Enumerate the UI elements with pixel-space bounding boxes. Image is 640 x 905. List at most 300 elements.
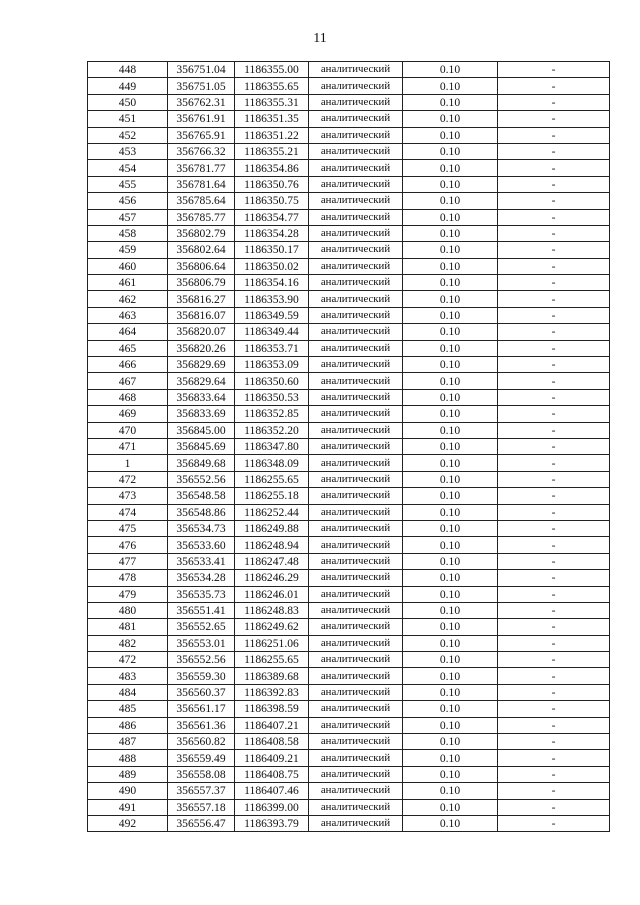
x-coordinate-cell: 356849.68 [168,455,235,471]
table-row [88,176,610,192]
accuracy-cell: 0.10 [403,668,498,684]
accuracy-cell: 0.10 [403,602,498,618]
method-cell: аналитический [309,373,403,389]
y-coordinate-cell: 1186355.00 [235,62,309,78]
accuracy-cell: 0.10 [403,438,498,454]
note-cell: - [498,684,610,700]
x-coordinate-cell: 356561.17 [168,701,235,717]
point-number-cell: 473 [88,488,168,504]
table-row [88,94,610,110]
point-number-cell: 476 [88,537,168,553]
note-cell: - [498,291,610,307]
table-row [88,225,610,241]
method-cell: аналитический [309,701,403,717]
note-cell: - [498,701,610,717]
x-coordinate-cell: 356845.69 [168,438,235,454]
method-cell: аналитический [309,488,403,504]
note-cell: - [498,438,610,454]
note-cell: - [498,766,610,782]
x-coordinate-cell: 356829.69 [168,357,235,373]
x-coordinate-cell: 356781.64 [168,176,235,192]
coordinates-table [87,61,610,832]
y-coordinate-cell: 1186355.65 [235,78,309,94]
method-cell: аналитический [309,94,403,110]
x-coordinate-cell: 356833.69 [168,406,235,422]
y-coordinate-cell: 1186350.76 [235,176,309,192]
table-row [88,734,610,750]
x-coordinate-cell: 356552.56 [168,652,235,668]
accuracy-cell: 0.10 [403,406,498,422]
accuracy-cell: 0.10 [403,193,498,209]
y-coordinate-cell: 1186347.80 [235,438,309,454]
method-cell: аналитический [309,717,403,733]
method-cell: аналитический [309,537,403,553]
point-number-cell: 453 [88,143,168,159]
table-row [88,717,610,733]
table-row [88,275,610,291]
table-row [88,553,610,569]
method-cell: аналитический [309,668,403,684]
accuracy-cell: 0.10 [403,553,498,569]
y-coordinate-cell: 1186255.65 [235,471,309,487]
point-number-cell: 478 [88,570,168,586]
x-coordinate-cell: 356535.73 [168,586,235,602]
point-number-cell: 466 [88,357,168,373]
table-row [88,766,610,782]
point-number-cell: 491 [88,799,168,815]
table-row [88,602,610,618]
x-coordinate-cell: 356829.64 [168,373,235,389]
table-row [88,422,610,438]
y-coordinate-cell: 1186352.85 [235,406,309,422]
accuracy-cell: 0.10 [403,160,498,176]
method-cell: аналитический [309,291,403,307]
table-row [88,357,610,373]
method-cell: аналитический [309,111,403,127]
y-coordinate-cell: 1186354.28 [235,225,309,241]
y-coordinate-cell: 1186350.53 [235,389,309,405]
method-cell: аналитический [309,734,403,750]
y-coordinate-cell: 1186350.75 [235,193,309,209]
method-cell: аналитический [309,471,403,487]
note-cell: - [498,373,610,389]
y-coordinate-cell: 1186353.71 [235,340,309,356]
point-number-cell: 492 [88,815,168,831]
method-cell: аналитический [309,455,403,471]
x-coordinate-cell: 356751.04 [168,62,235,78]
note-cell: - [498,111,610,127]
note-cell: - [498,275,610,291]
note-cell: - [498,78,610,94]
method-cell: аналитический [309,619,403,635]
y-coordinate-cell: 1186348.09 [235,455,309,471]
y-coordinate-cell: 1186352.20 [235,422,309,438]
table-row [88,537,610,553]
note-cell: - [498,62,610,78]
method-cell: аналитический [309,684,403,700]
x-coordinate-cell: 356548.58 [168,488,235,504]
point-number-cell: 463 [88,307,168,323]
table-row [88,783,610,799]
point-number-cell: 465 [88,340,168,356]
table-row [88,406,610,422]
accuracy-cell: 0.10 [403,520,498,536]
x-coordinate-cell: 356802.64 [168,242,235,258]
method-cell: аналитический [309,438,403,454]
x-coordinate-cell: 356785.64 [168,193,235,209]
accuracy-cell: 0.10 [403,389,498,405]
table-row [88,488,610,504]
table-row [88,127,610,143]
table-row [88,701,610,717]
x-coordinate-cell: 356820.26 [168,340,235,356]
method-cell: аналитический [309,389,403,405]
point-number-cell: 462 [88,291,168,307]
accuracy-cell: 0.10 [403,307,498,323]
method-cell: аналитический [309,586,403,602]
point-number-cell: 486 [88,717,168,733]
method-cell: аналитический [309,225,403,241]
note-cell: - [498,176,610,192]
page-number: 11 [313,31,327,46]
x-coordinate-cell: 356785.77 [168,209,235,225]
method-cell: аналитический [309,815,403,831]
table-row [88,340,610,356]
x-coordinate-cell: 356552.56 [168,471,235,487]
table-row [88,307,610,323]
accuracy-cell: 0.10 [403,799,498,815]
method-cell: аналитический [309,783,403,799]
point-number-cell: 454 [88,160,168,176]
point-number-cell: 457 [88,209,168,225]
accuracy-cell: 0.10 [403,734,498,750]
method-cell: аналитический [309,635,403,651]
point-number-cell: 449 [88,78,168,94]
point-number-cell: 470 [88,422,168,438]
x-coordinate-cell: 356552.65 [168,619,235,635]
accuracy-cell: 0.10 [403,815,498,831]
accuracy-cell: 0.10 [403,275,498,291]
table-row [88,471,610,487]
note-cell: - [498,258,610,274]
accuracy-cell: 0.10 [403,570,498,586]
y-coordinate-cell: 1186251.06 [235,635,309,651]
point-number-cell: 467 [88,373,168,389]
y-coordinate-cell: 1186246.29 [235,570,309,586]
table-row [88,750,610,766]
note-cell: - [498,307,610,323]
x-coordinate-cell: 356548.86 [168,504,235,520]
accuracy-cell: 0.10 [403,258,498,274]
x-coordinate-cell: 356806.79 [168,275,235,291]
table-row [88,373,610,389]
table-row [88,62,610,78]
point-number-cell: 460 [88,258,168,274]
y-coordinate-cell: 1186249.62 [235,619,309,635]
accuracy-cell: 0.10 [403,635,498,651]
y-coordinate-cell: 1186349.59 [235,307,309,323]
x-coordinate-cell: 356560.37 [168,684,235,700]
y-coordinate-cell: 1186247.48 [235,553,309,569]
table-row [88,242,610,258]
point-number-cell: 464 [88,324,168,340]
table-row [88,111,610,127]
x-coordinate-cell: 356557.37 [168,783,235,799]
point-number-cell: 452 [88,127,168,143]
accuracy-cell: 0.10 [403,357,498,373]
note-cell: - [498,750,610,766]
note-cell: - [498,389,610,405]
y-coordinate-cell: 1186353.90 [235,291,309,307]
table-row [88,78,610,94]
accuracy-cell: 0.10 [403,717,498,733]
method-cell: аналитический [309,324,403,340]
point-number-cell: 487 [88,734,168,750]
table-row [88,258,610,274]
note-cell: - [498,127,610,143]
table-row [88,324,610,340]
method-cell: аналитический [309,357,403,373]
method-cell: аналитический [309,307,403,323]
x-coordinate-cell: 356559.30 [168,668,235,684]
note-cell: - [498,520,610,536]
note-cell: - [498,635,610,651]
table-row [88,455,610,471]
y-coordinate-cell: 1186399.00 [235,799,309,815]
accuracy-cell: 0.10 [403,750,498,766]
point-number-cell: 459 [88,242,168,258]
accuracy-cell: 0.10 [403,143,498,159]
x-coordinate-cell: 356816.27 [168,291,235,307]
y-coordinate-cell: 1186255.65 [235,652,309,668]
y-coordinate-cell: 1186351.35 [235,111,309,127]
table-row [88,684,610,700]
x-coordinate-cell: 356762.31 [168,94,235,110]
note-cell: - [498,619,610,635]
point-number-cell: 1 [88,455,168,471]
table-row [88,438,610,454]
accuracy-cell: 0.10 [403,340,498,356]
method-cell: аналитический [309,160,403,176]
point-number-cell: 483 [88,668,168,684]
table-row [88,291,610,307]
point-number-cell: 482 [88,635,168,651]
accuracy-cell: 0.10 [403,324,498,340]
point-number-cell: 468 [88,389,168,405]
y-coordinate-cell: 1186350.60 [235,373,309,389]
point-number-cell: 480 [88,602,168,618]
accuracy-cell: 0.10 [403,652,498,668]
point-number-cell: 479 [88,586,168,602]
point-number-cell: 490 [88,783,168,799]
note-cell: - [498,209,610,225]
accuracy-cell: 0.10 [403,291,498,307]
note-cell: - [498,799,610,815]
x-coordinate-cell: 356816.07 [168,307,235,323]
accuracy-cell: 0.10 [403,488,498,504]
y-coordinate-cell: 1186248.83 [235,602,309,618]
method-cell: аналитический [309,504,403,520]
table-row [88,209,610,225]
note-cell: - [498,783,610,799]
accuracy-cell: 0.10 [403,242,498,258]
x-coordinate-cell: 356806.64 [168,258,235,274]
table-row [88,815,610,831]
method-cell: аналитический [309,750,403,766]
x-coordinate-cell: 356559.49 [168,750,235,766]
point-number-cell: 450 [88,94,168,110]
x-coordinate-cell: 356534.28 [168,570,235,586]
accuracy-cell: 0.10 [403,62,498,78]
x-coordinate-cell: 356833.64 [168,389,235,405]
note-cell: - [498,488,610,504]
method-cell: аналитический [309,242,403,258]
note-cell: - [498,471,610,487]
point-number-cell: 448 [88,62,168,78]
note-cell: - [498,570,610,586]
point-number-cell: 481 [88,619,168,635]
method-cell: аналитический [309,652,403,668]
point-number-cell: 472 [88,652,168,668]
accuracy-cell: 0.10 [403,78,498,94]
point-number-cell: 475 [88,520,168,536]
y-coordinate-cell: 1186355.21 [235,143,309,159]
point-number-cell: 469 [88,406,168,422]
accuracy-cell: 0.10 [403,766,498,782]
method-cell: аналитический [309,209,403,225]
note-cell: - [498,455,610,471]
method-cell: аналитический [309,78,403,94]
point-number-cell: 456 [88,193,168,209]
note-cell: - [498,422,610,438]
point-number-cell: 455 [88,176,168,192]
method-cell: аналитический [309,176,403,192]
note-cell: - [498,668,610,684]
table-row [88,652,610,668]
y-coordinate-cell: 1186354.86 [235,160,309,176]
y-coordinate-cell: 1186350.02 [235,258,309,274]
method-cell: аналитический [309,62,403,78]
note-cell: - [498,193,610,209]
y-coordinate-cell: 1186398.59 [235,701,309,717]
y-coordinate-cell: 1186246.01 [235,586,309,602]
note-cell: - [498,734,610,750]
y-coordinate-cell: 1186409.21 [235,750,309,766]
x-coordinate-cell: 356802.79 [168,225,235,241]
x-coordinate-cell: 356558.08 [168,766,235,782]
method-cell: аналитический [309,275,403,291]
note-cell: - [498,586,610,602]
x-coordinate-cell: 356556.47 [168,815,235,831]
note-cell: - [498,652,610,668]
table-row [88,160,610,176]
x-coordinate-cell: 356781.77 [168,160,235,176]
method-cell: аналитический [309,570,403,586]
y-coordinate-cell: 1186408.58 [235,734,309,750]
method-cell: аналитический [309,193,403,209]
point-number-cell: 477 [88,553,168,569]
note-cell: - [498,553,610,569]
x-coordinate-cell: 356766.32 [168,143,235,159]
table-row [88,619,610,635]
accuracy-cell: 0.10 [403,701,498,717]
y-coordinate-cell: 1186255.18 [235,488,309,504]
accuracy-cell: 0.10 [403,111,498,127]
point-number-cell: 471 [88,438,168,454]
y-coordinate-cell: 1186407.46 [235,783,309,799]
y-coordinate-cell: 1186350.17 [235,242,309,258]
coordinates-table-body [88,62,610,832]
table-row [88,504,610,520]
note-cell: - [498,504,610,520]
table-row [88,193,610,209]
y-coordinate-cell: 1186408.75 [235,766,309,782]
x-coordinate-cell: 356560.82 [168,734,235,750]
y-coordinate-cell: 1186248.94 [235,537,309,553]
table-row [88,570,610,586]
method-cell: аналитический [309,406,403,422]
note-cell: - [498,324,610,340]
method-cell: аналитический [309,258,403,274]
method-cell: аналитический [309,799,403,815]
method-cell: аналитический [309,143,403,159]
point-number-cell: 458 [88,225,168,241]
y-coordinate-cell: 1186354.77 [235,209,309,225]
point-number-cell: 489 [88,766,168,782]
y-coordinate-cell: 1186249.88 [235,520,309,536]
table-row [88,635,610,651]
method-cell: аналитический [309,520,403,536]
method-cell: аналитический [309,602,403,618]
method-cell: аналитический [309,766,403,782]
x-coordinate-cell: 356765.91 [168,127,235,143]
table-row [88,520,610,536]
y-coordinate-cell: 1186252.44 [235,504,309,520]
point-number-cell: 472 [88,471,168,487]
table-row [88,668,610,684]
y-coordinate-cell: 1186349.44 [235,324,309,340]
x-coordinate-cell: 356533.60 [168,537,235,553]
y-coordinate-cell: 1186351.22 [235,127,309,143]
y-coordinate-cell: 1186389.68 [235,668,309,684]
table-row [88,799,610,815]
method-cell: аналитический [309,340,403,356]
point-number-cell: 474 [88,504,168,520]
note-cell: - [498,357,610,373]
accuracy-cell: 0.10 [403,209,498,225]
accuracy-cell: 0.10 [403,783,498,799]
y-coordinate-cell: 1186353.09 [235,357,309,373]
table-row [88,143,610,159]
point-number-cell: 461 [88,275,168,291]
x-coordinate-cell: 356845.00 [168,422,235,438]
y-coordinate-cell: 1186407.21 [235,717,309,733]
x-coordinate-cell: 356533.41 [168,553,235,569]
point-number-cell: 451 [88,111,168,127]
note-cell: - [498,537,610,553]
x-coordinate-cell: 356534.73 [168,520,235,536]
x-coordinate-cell: 356551.41 [168,602,235,618]
note-cell: - [498,406,610,422]
method-cell: аналитический [309,553,403,569]
accuracy-cell: 0.10 [403,684,498,700]
table-row [88,389,610,405]
note-cell: - [498,242,610,258]
point-number-cell: 485 [88,701,168,717]
note-cell: - [498,94,610,110]
note-cell: - [498,160,610,176]
accuracy-cell: 0.10 [403,504,498,520]
